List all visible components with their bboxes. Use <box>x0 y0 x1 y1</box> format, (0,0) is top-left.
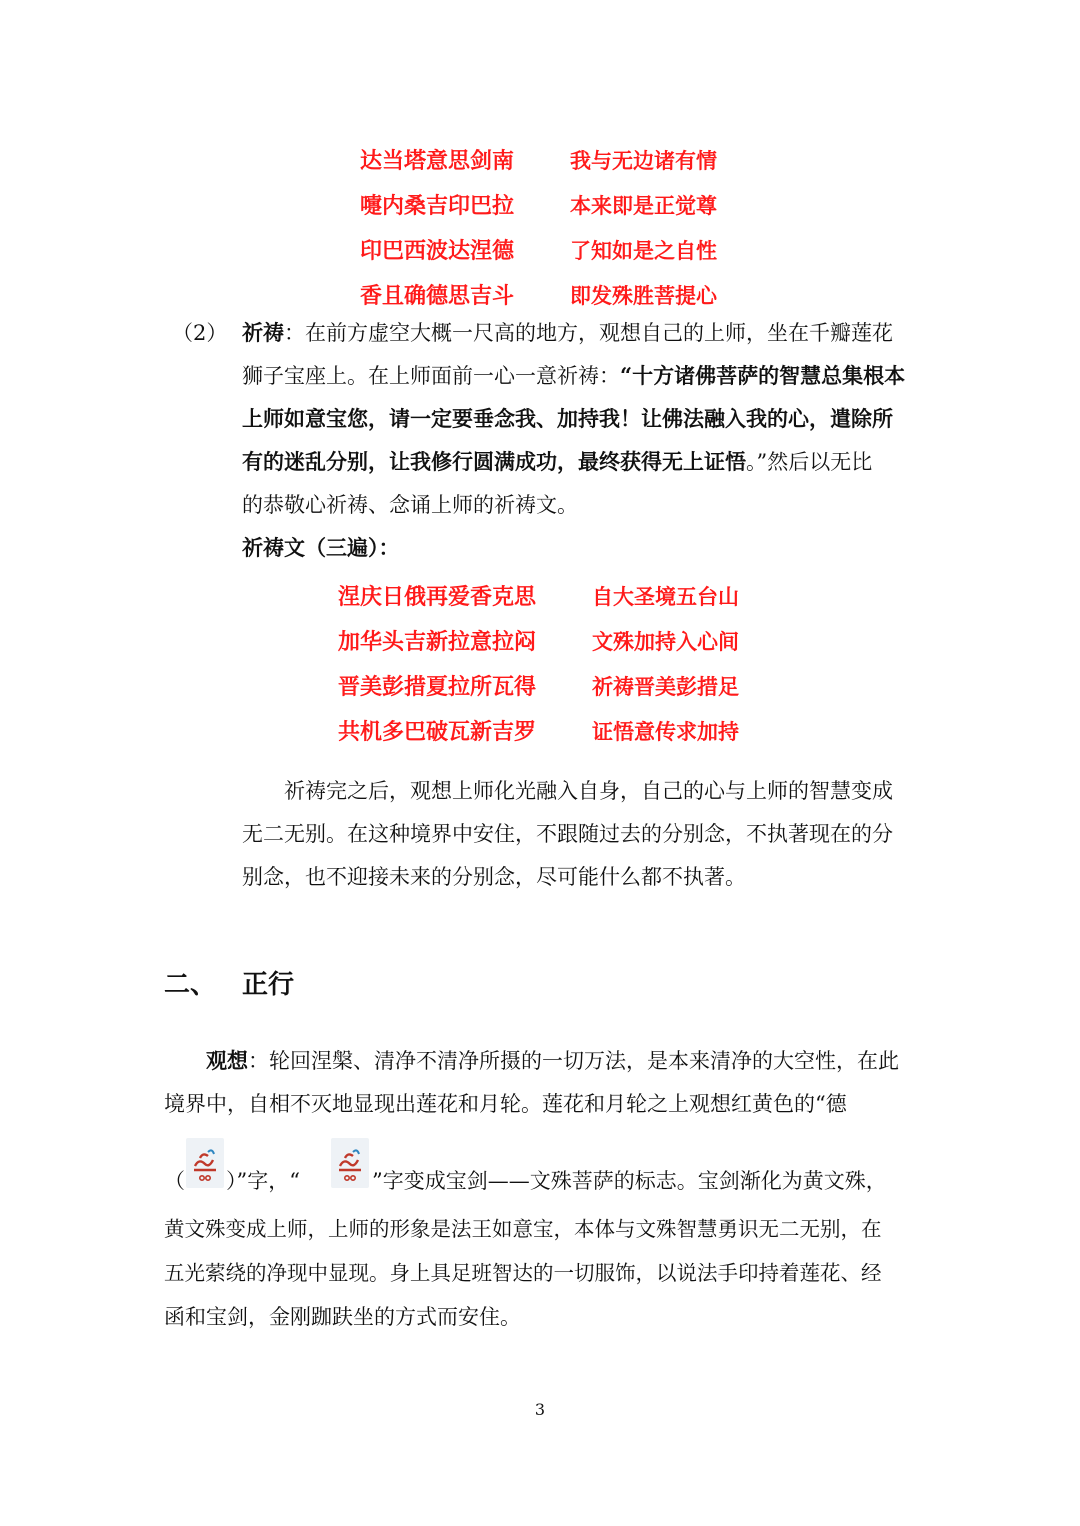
prayer-line-1 <box>242 318 893 348</box>
visualization-line-6: 函和宝剑，金刚跏趺坐的方式而安住。 <box>164 1305 521 1329</box>
after-prayer-line-1: 祈祷完之后，观想上师化光融入自身，自己的心与上师的智慧变成 <box>284 779 893 803</box>
section-2-number: 二、 <box>164 970 217 1000</box>
prayer-term: 祈祷 <box>242 320 284 345</box>
verse-1-left-1: 达当塔意思剑南 <box>360 148 515 174</box>
verse-1-left-4: 香且确德思吉斗 <box>360 283 515 309</box>
visualization-line-3-a: （ <box>164 1169 185 1193</box>
prayer-line-4-a: 有的迷乱分别，让我修行圆满成功，最终获得无上证悟 <box>242 449 746 474</box>
visualization-line-5: 五光萦绕的净现中显现。身上具足班智达的一切服饰，以说法手印持着莲花、经 <box>164 1261 882 1285</box>
page-number: 3 <box>534 1400 546 1419</box>
verse-1-right-3: 了知如是之自性 <box>570 238 717 263</box>
verse-2-right-3: 祈祷晋美彭措足 <box>592 674 739 699</box>
verse-2-left-3: 晋美彭措夏拉所瓦得 <box>338 674 537 700</box>
prayer-line-3: 上师如意宝您，请一定要垂念我、加持我！让佛法融入我的心，遣除所 <box>242 406 893 431</box>
after-prayer-line-2: 无二无别。在这种境界中安住，不跟随过去的分别念，不执著现在的分 <box>242 822 893 846</box>
verse-1-left-3: 印巴西波达涅德 <box>360 238 515 264</box>
verse-2-left-2: 加华头吉新拉意拉闷 <box>338 629 537 655</box>
visualization-line-1 <box>206 1046 899 1076</box>
prayer-line-2-b: “十方诸佛菩萨的智慧总集根本 <box>620 363 906 388</box>
visualization-line-1-text: ：轮回涅槃、清净不清净所摄的一切万法，是本来清净的大空性，在此 <box>248 1049 899 1073</box>
prayer-number: （2） <box>172 321 228 345</box>
verse-1-left-2: 嚏内桑吉印巴拉 <box>360 193 515 219</box>
prayer-line-4-b: 。”然后以无比 <box>746 450 873 474</box>
visualization-line-4: 黄文殊变成上师，上师的形象是法王如意宝，本体与文殊智慧勇识无二无别，在 <box>164 1217 882 1241</box>
verse-1-right-2: 本来即是正觉尊 <box>570 193 717 218</box>
verse-2-right-2: 文殊加持入心间 <box>592 629 739 654</box>
verse-1-right-1: 我与无边诸有情 <box>570 148 717 173</box>
after-prayer-line-3: 别念，也不迎接未来的分别念，尽可能什么都不执著。 <box>242 865 746 889</box>
visualization-line-3-b: ）”字，“ <box>226 1169 300 1193</box>
verse-1-right-4: 即发殊胜菩提心 <box>570 283 717 308</box>
visualization-line-2: 境界中，自相不灭地显现出莲花和月轮。莲花和月轮之上观想红黄色的“德 <box>164 1092 847 1116</box>
verse-2-left-4: 共机多巴破瓦新吉罗 <box>338 719 537 745</box>
verse-2-left-1: 涅庆日俄再爱香克思 <box>338 584 537 610</box>
prayer-line-2-a: 狮子宝座上。在上师面前一心一意祈祷： <box>242 364 620 388</box>
prayer-line-4 <box>242 447 872 477</box>
verse-2-right-4: 证悟意传求加持 <box>592 719 739 744</box>
prayer-line-2 <box>242 361 905 391</box>
prayer-text-title: 祈祷文（三遍）： <box>242 535 400 560</box>
section-2-title: 正行 <box>242 970 295 1000</box>
prayer-line-1-text: ：在前方虚空大概一尺高的地方，观想自己的上师，坐在千瓣莲花 <box>284 321 893 345</box>
visualization-term: 观想 <box>206 1048 248 1073</box>
tibetan-dhih-syllable-icon <box>331 1138 369 1188</box>
tibetan-dhih-syllable-icon <box>186 1138 224 1188</box>
verse-2-right-1: 自大圣境五台山 <box>592 584 739 609</box>
prayer-line-5: 的恭敬心祈祷、念诵上师的祈祷文。 <box>242 493 578 517</box>
visualization-line-3-c: ”字变成宝剑——文殊菩萨的标志。宝剑渐化为黄文殊， <box>372 1169 887 1193</box>
